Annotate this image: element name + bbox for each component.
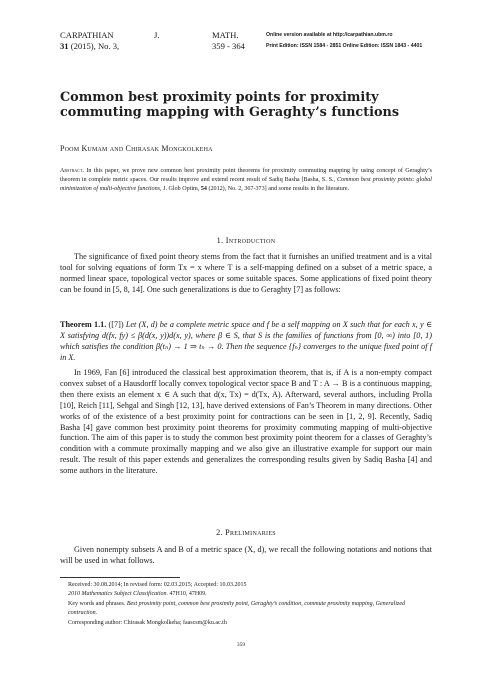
journal-name: CARPATHIAN bbox=[60, 30, 114, 40]
msc-label: 2010 Mathematics Subject Classification. bbox=[68, 591, 168, 598]
abstract-cited-volume: 54 bbox=[200, 186, 207, 193]
corresponding-author: Corresponding author: Chirasak Mongkolkeha; faascsm@ku.ac.th bbox=[68, 619, 227, 626]
msc-classification bbox=[60, 590, 432, 599]
abstract bbox=[60, 167, 432, 195]
keywords-label: Key words and phrases. bbox=[68, 600, 126, 607]
paper-title: Common best proximity points for proximity commuting mapping with Geraghty’s functions bbox=[60, 90, 400, 120]
received-dates: Received: 30.08.2014; In revised form: 02.03.2015; Accepted: 10.03.2015 bbox=[68, 582, 247, 588]
footnote-divider bbox=[60, 577, 180, 578]
abstract-text: In this paper, we prove new common best proximity point theorems for proximity commuting mapping by using concept of Geraghty’s theorem in complete metric spaces. Our results improve and extend recent result of Sadiq Basha [Basha, S. S., bbox=[60, 168, 432, 184]
intro-paragraph-1: The significance of fixed point theory stems from the fact that it furnishes an unified treatment and is a vital tool for solving equations of form Tx = x where T is a self-mapping defined on a subset of a metric space, a normed linear space, topological vector spaces or some suitable spaces. Some applications of fixed point theory can be found in [5, 8, 14]. One such generalizations is due to Geraghty [7] as follows: bbox=[60, 252, 432, 294]
abstract-cited-journal: , J. Glob Optim, bbox=[160, 186, 201, 193]
page-number: 359 bbox=[236, 642, 246, 648]
section-heading-preliminaries: 2. Preliminaries bbox=[216, 528, 276, 537]
theorem-citation: ([7]) bbox=[106, 320, 126, 329]
paper-authors: Poom Kumam and Chirasak Mongkolkeha bbox=[60, 144, 213, 153]
issn-editions: Print Edition: ISSN 1584 - 2851 Online Edition: ISSN 1843 - 4401 bbox=[266, 43, 423, 49]
keywords-text: Best proximity point, common best proximity point, Geraghty’s condition, commute proximity mapping, Generalized contraction. bbox=[68, 600, 406, 617]
prelim-paragraph-1: Given nonempty subsets A and B of a metric space (X, d), we recall the following notations and notions that will be used in what follows. bbox=[60, 545, 432, 565]
abstract-cited-tail: (2012), No. 2, 367-373] and some results in the literature. bbox=[206, 186, 350, 193]
theorem-label: Theorem 1.1. bbox=[60, 320, 107, 329]
volume-number: 31 bbox=[60, 41, 69, 51]
journal-abbr-j: J. bbox=[154, 30, 160, 40]
intro-paragraph-2: In 1969, Fan [6] introduced the classical best approximation theorem, that is, if A is a non-empty compact convex subset of a Hausdorff locally convex topological vector space B and T : A → B is a continuous mapping, then there exists an element x ∈ A such that d(x, Tx) = d(Tx, A). Afterward, several authors, including Prolla [10], Reich [11], Sehgal and Singh [12, 13], have derived extensions of Fan’s Theorem in many directions. Other works of of the existence of a best proximity point for contractions can be seen in [1, 2, 9]. Recently, Sadiq Basha [4] gave common best proximity point theorems for proximity commuting mapping of multi-objective function. The aim of this paper is to study the common best proximity point theorem for a classes of Geraghty’s condition with a commute proximally mapping and we also give an illustrative example for support our main result. The result of this paper extends and generalizes the corresponding results given by Sadiq Basha [4] and some authors in the literature. bbox=[60, 368, 432, 476]
msc-codes: 47H10, 47H09. bbox=[168, 591, 207, 598]
online-availability: Online version available at http://carpathian.ubm.ro bbox=[266, 32, 393, 38]
page-range: 359 - 364 bbox=[212, 41, 245, 51]
journal-header bbox=[60, 30, 430, 52]
year-issue: (2015), No. 3, bbox=[68, 41, 120, 51]
keywords bbox=[60, 600, 432, 619]
journal-abbr-math: MATH. bbox=[212, 30, 239, 40]
theorem-statement: Let (X, d) be a complete metric space and f be a self mapping on X such that for each x, y ∈ X satisfying d(fx, fy) ≤ β(d(x, y))d(x, y), where β ∈ S, that S is the families of functions from [0, ∞) into [0, 1) which satisfies the condition β(tₙ) → 1 ⇒ tₙ → 0. Then the sequence {fₙ} converges to the unique fixed point of f in X. bbox=[60, 320, 433, 362]
footnotes bbox=[60, 581, 432, 628]
section-heading-introduction: 1. Introduction bbox=[216, 236, 276, 245]
abstract-cited-title: Common best proximity points: global minimization of multi-objective functions bbox=[60, 177, 432, 193]
abstract-label: Abstract. bbox=[60, 168, 84, 174]
theorem-1-1 bbox=[60, 320, 432, 364]
